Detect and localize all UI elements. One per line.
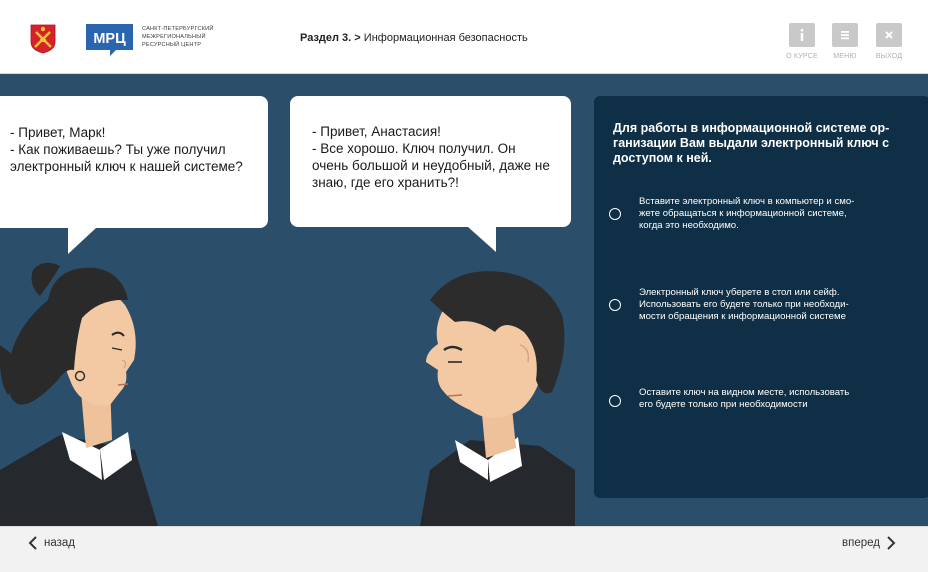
man-speech-bubble: - Привет, Анастасия! - Все хорошо. Ключ получил. Он очень большой и неудобный, даже не знаю, где его хранить?! bbox=[290, 96, 571, 227]
mrc-logo bbox=[86, 24, 133, 56]
quiz-question: Для работы в информационной системе ор- ганизации Вам выдали электронный ключ с доступом к ней. bbox=[613, 121, 890, 165]
logo-text: МРЦ bbox=[93, 31, 126, 47]
about-button[interactable] bbox=[789, 23, 815, 47]
about-label: О КУРСЕ bbox=[786, 53, 818, 60]
menu-button[interactable] bbox=[832, 23, 858, 47]
exit-button[interactable] bbox=[876, 23, 902, 47]
menu-label: МЕНЮ bbox=[833, 53, 857, 60]
woman-speech-bubble: - Привет, Марк! - Как поживаешь? Ты уже получил электронный ключ к нашей системе? bbox=[0, 96, 268, 228]
radio-button[interactable] bbox=[609, 208, 621, 220]
breadcrumb-separator: > bbox=[354, 32, 361, 44]
back-label: назад bbox=[44, 537, 75, 549]
info-icon bbox=[789, 23, 815, 47]
bubble-tail-woman bbox=[68, 228, 96, 254]
woman-character bbox=[0, 263, 158, 526]
chevron-right-icon bbox=[886, 536, 896, 550]
logo-subtitle: САНКТ-ПЕТЕРБУРГСКИЙ МЕЖРЕГИОНАЛЬНЫЙ РЕСУРСНЫЙ ЦЕНТР bbox=[142, 26, 214, 48]
answer-option-text: Оставите ключ на видном месте, использовать его будете только при необходимости bbox=[639, 387, 850, 410]
forward-button[interactable] bbox=[842, 536, 896, 550]
answer-option-text: Вставите электронный ключ в компьютер и смо- жете обращаться к информационной системе, когда это необходимо. bbox=[639, 196, 855, 231]
breadcrumb bbox=[300, 32, 528, 44]
answer-option-text: Электронный ключ уберете в стол или сейф. Использовать его будете только при необходи- мости обращения к информационной системе bbox=[639, 287, 849, 322]
coat-of-arms-icon bbox=[30, 24, 56, 54]
menu-icon bbox=[832, 23, 858, 47]
breadcrumb-topic: Информационная безопасность bbox=[363, 32, 528, 44]
close-icon bbox=[876, 23, 902, 47]
chevron-left-icon bbox=[28, 536, 38, 550]
exit-label: ВЫХОД bbox=[875, 53, 903, 60]
top-bar bbox=[0, 0, 928, 74]
back-button[interactable] bbox=[28, 536, 75, 550]
radio-button[interactable] bbox=[609, 395, 621, 407]
forward-label: вперед bbox=[842, 537, 880, 549]
breadcrumb-section[interactable]: Раздел 3. bbox=[300, 32, 352, 44]
radio-button[interactable] bbox=[609, 299, 621, 311]
bottom-bar bbox=[0, 526, 928, 572]
man-character bbox=[420, 271, 575, 526]
bubble-tail-man bbox=[468, 227, 496, 252]
